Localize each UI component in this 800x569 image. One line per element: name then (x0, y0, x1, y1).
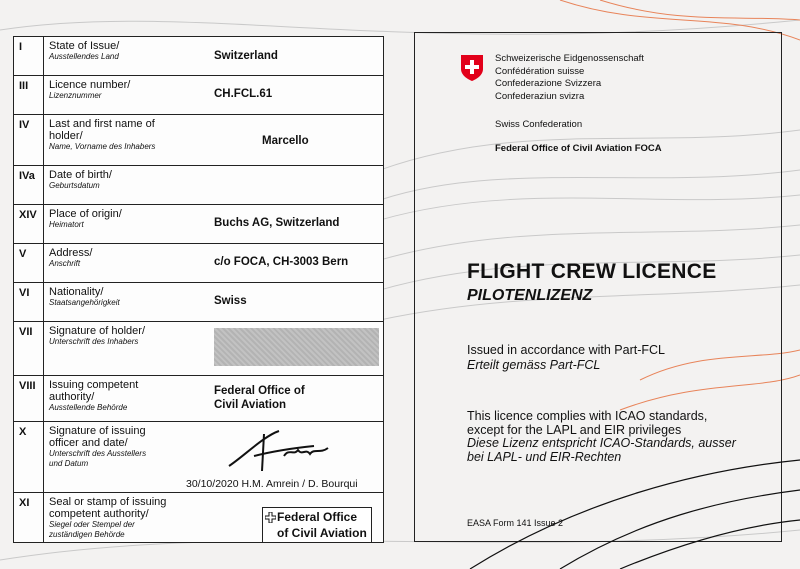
row-number: I (14, 37, 44, 75)
row-number: X (14, 422, 44, 492)
row-place-of-origin (14, 205, 383, 244)
label-en: Signature of issuing officer and date/ (49, 425, 146, 449)
row-label (44, 115, 194, 165)
complies-en-line1: This licence complies with ICAO standards, (467, 409, 708, 423)
confederation-rm: Confederaziun svizra (495, 90, 585, 102)
row-label (44, 244, 194, 282)
address-value: c/o FOCA, CH-3003 Bern (214, 256, 349, 268)
licence-cover-panel (414, 32, 782, 542)
stamp-text: Federal Office of Civil Aviation (277, 510, 367, 540)
complies-de-line2: bei LAPL- und EIR-Rechten (467, 449, 622, 464)
row-number: IV (14, 115, 44, 165)
row-date-of-birth (14, 166, 383, 205)
licence-title: FLIGHT CREW LICENCE (467, 260, 717, 283)
licence-details-table (13, 36, 384, 543)
label-de: Unterschrift des Inhabers (49, 337, 139, 346)
row-number: IVa (14, 166, 44, 204)
label-en: Date of birth/ (49, 169, 112, 181)
row-label (44, 376, 194, 421)
confederation-fr: Confédération suisse (495, 65, 585, 77)
holder-name-value: Marcello (262, 135, 309, 147)
officer-signature-graphic (224, 426, 334, 476)
issued-statement (467, 343, 665, 373)
issued-en: Issued in accordance with Part-FCL (467, 343, 666, 357)
row-label (44, 493, 194, 542)
row-number: VII (14, 322, 44, 375)
icao-compliance-statement (467, 410, 736, 464)
swiss-flag-icon (461, 55, 483, 81)
label-en: Address/ (49, 247, 93, 259)
row-number: V (14, 244, 44, 282)
label-de: Siegel oder Stempel der zuständigen Behörde (49, 520, 135, 539)
label-en: Seal or stamp of issuing competent authority/ (49, 496, 167, 520)
label-de: Geburtsdatum (49, 181, 100, 190)
swiss-confederation-label: Swiss Confederation (495, 119, 583, 130)
label-de: Anschrift (49, 259, 81, 268)
row-holder-name (14, 115, 383, 166)
issued-de: Erteilt gemäss Part-FCL (467, 358, 601, 372)
label-en: Nationality/ (49, 286, 104, 298)
label-en: Place of origin/ (49, 208, 122, 220)
label-de: Lizenznummer (49, 91, 102, 100)
state-of-issue-value: Switzerland (214, 50, 278, 62)
label-de: Heimatort (49, 220, 84, 229)
swiss-cross-icon (265, 512, 276, 523)
redacted-holder-signature (214, 328, 379, 366)
label-en: Signature of holder/ (49, 325, 146, 337)
row-number: VI (14, 283, 44, 321)
row-label (44, 283, 194, 321)
label-de: Ausstellendes Land (49, 52, 119, 61)
row-issuing-officer-signature (14, 422, 383, 493)
authority-stamp (262, 507, 372, 543)
row-licence-number (14, 76, 383, 115)
row-nationality (14, 283, 383, 322)
place-of-origin-value: Buchs AG, Switzerland (214, 217, 340, 229)
officer-date-and-names: 30/10/2020 H.M. Amrein / D. Bourqui (186, 478, 358, 490)
row-label (44, 76, 194, 114)
label-de: Ausstellende Behörde (49, 403, 128, 412)
label-en: State of Issue/ (49, 40, 120, 52)
row-label (44, 166, 194, 204)
row-number: VIII (14, 376, 44, 421)
row-number: III (14, 76, 44, 114)
row-label (44, 205, 194, 243)
row-state-of-issue (14, 37, 383, 76)
label-en: Last and first name of holder/ (49, 118, 155, 142)
issuing-authority-value: Federal Office of Civil Aviation (214, 385, 305, 411)
label-de: Name, Vorname des Inhabers (49, 142, 156, 151)
row-number: XI (14, 493, 44, 542)
row-holder-signature (14, 322, 383, 376)
label-de: Staatsangehörigkeit (49, 298, 120, 307)
label-de: Unterschrift des Ausstellers und Datum (49, 449, 147, 468)
row-address (14, 244, 383, 283)
row-issuing-authority (14, 376, 383, 422)
form-number: EASA Form 141 Issue 2 (467, 518, 564, 528)
licence-title-de: PILOTENLIZENZ (467, 287, 593, 304)
row-seal-stamp (14, 493, 383, 542)
complies-de-line1: Diese Lizenz entspricht ICAO-Standards, ausser (467, 436, 736, 450)
row-number: XIV (14, 205, 44, 243)
licence-number-value: CH.FCL.61 (214, 88, 273, 100)
row-label (44, 37, 194, 75)
complies-en-line2: except for the LAPL and EIR privileges (467, 422, 682, 437)
nationality-value: Swiss (214, 295, 247, 307)
row-label (44, 322, 194, 375)
row-label (44, 422, 194, 492)
foca-label: Federal Office of Civil Aviation FOCA (495, 143, 662, 154)
confederation-it: Confederazione Svizzera (495, 78, 602, 89)
label-en: Issuing competent authority/ (49, 379, 139, 403)
label-en: Licence number/ (49, 79, 131, 91)
confederation-de: Schweizerische Eidgenossenschaft (495, 53, 644, 64)
confederation-names (495, 53, 644, 103)
